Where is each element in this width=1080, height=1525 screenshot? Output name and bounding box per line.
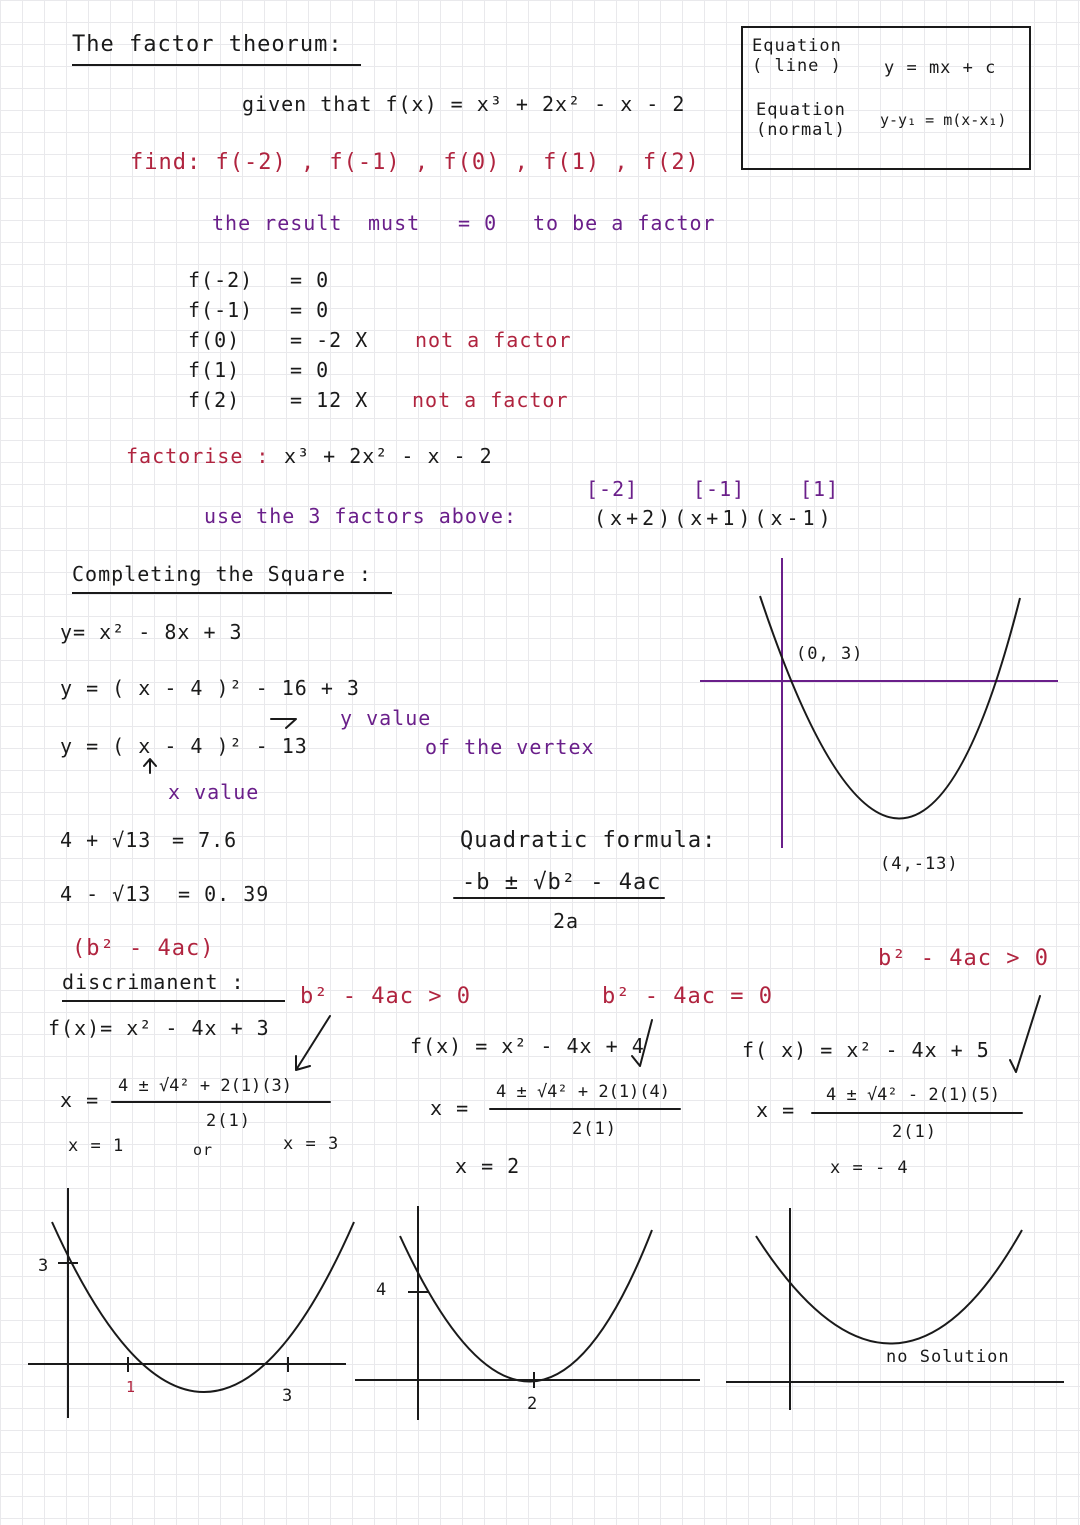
- factor-theorem-heading: The factor theorum:: [72, 34, 361, 66]
- case-1-solution-a: x = 1: [68, 1136, 125, 1156]
- result-value: = 0: [290, 268, 330, 292]
- root-2-expression: 4 - √13: [60, 882, 152, 906]
- factorise-expression: x³ + 2x² - x - 2: [284, 444, 493, 468]
- graph-two-roots: [28, 1188, 354, 1418]
- find-statement: find: f(-2) , f(-1) , f(0) , f(1) , f(2): [130, 150, 700, 175]
- result-value: = 12 X: [290, 388, 369, 412]
- case-1-or: or: [193, 1141, 214, 1159]
- result-value: = -2 X: [290, 328, 369, 352]
- case-1-numerator: 4 ± √4² + 2(1)(3): [118, 1076, 292, 1096]
- rule-part-3: = 0: [458, 211, 498, 235]
- result-value: = 0: [290, 298, 330, 322]
- square-line-2: y = ( x - 4 )² - 16 + 3: [60, 676, 360, 700]
- graph-1-y-intercept: 3: [38, 1256, 50, 1276]
- completing-square-heading: Completing the Square :: [72, 564, 392, 594]
- intercept-point-label: (0, 3): [796, 644, 864, 664]
- root-1-expression: 4 + √13: [60, 828, 152, 852]
- equation-normal-label: Equation (normal): [756, 100, 846, 141]
- result-label: f(0): [188, 328, 241, 352]
- vertex-note: of the vertex: [425, 735, 595, 759]
- case-2-denominator: 2(1): [572, 1119, 617, 1139]
- x-value-note: x value: [168, 780, 260, 804]
- case-2-condition: b² - 4ac = 0: [602, 984, 773, 1009]
- result-note: not a factor: [415, 328, 572, 352]
- case-3-condition: b² - 4ac > 0: [878, 946, 1049, 971]
- root-1-value: = 7.6: [172, 828, 238, 852]
- square-line-3: y = ( x - 4 )² - 13: [60, 734, 308, 758]
- equation-line-label: Equation ( line ): [752, 36, 842, 77]
- graph-no-solution: [726, 1208, 1064, 1410]
- result-value: = 0: [290, 358, 330, 382]
- vertex-parabola-graph: [700, 558, 1058, 848]
- no-solution-label: no Solution: [886, 1347, 1010, 1367]
- case-1-condition: b² - 4ac > 0: [300, 984, 471, 1009]
- y-value-note: y value: [340, 706, 432, 730]
- given-statement: given that f(x) = x³ + 2x² - x - 2: [242, 92, 686, 116]
- graph-2-y-intercept: 4: [376, 1280, 388, 1300]
- factored-form: (x+2)(x+1)(x-1): [594, 506, 835, 530]
- graph-1-root-label: 3: [282, 1386, 294, 1406]
- result-label: f(2): [188, 388, 241, 412]
- case-1-x-label: x =: [60, 1088, 100, 1112]
- result-label: f(1): [188, 358, 241, 382]
- square-line-1: y= x² - 8x + 3: [60, 620, 243, 644]
- arrow-icon: [296, 1016, 330, 1070]
- discriminant-paren: (b² - 4ac): [72, 936, 215, 961]
- root-tag: [-2]: [586, 477, 639, 501]
- graph-2-root-label: 2: [527, 1394, 539, 1414]
- root-2-value: = 0. 39: [178, 882, 270, 906]
- vertex-point-label: (4,-13): [880, 854, 959, 874]
- case-1-function: f(x)= x² - 4x + 3: [48, 1016, 270, 1040]
- check-icon: [1010, 996, 1040, 1072]
- result-note: not a factor: [412, 388, 569, 412]
- case-3-x-label: x =: [756, 1098, 796, 1122]
- case-1-denominator: 2(1): [206, 1111, 251, 1131]
- check-icon: [632, 1020, 652, 1066]
- root-tag: [1]: [800, 477, 840, 501]
- case-2-solution: x = 2: [455, 1154, 521, 1178]
- graph-one-root: [355, 1206, 700, 1420]
- use-factors-label: use the 3 factors above:: [204, 504, 517, 528]
- arrow-icon: [144, 759, 156, 773]
- case-2-x-label: x =: [430, 1096, 470, 1120]
- case-2-function: f(x) = x² - 4x + 4: [410, 1034, 645, 1058]
- quadratic-numerator: -b ± √b² - 4ac: [462, 870, 662, 895]
- result-label: f(-2): [188, 268, 254, 292]
- arrow-icon: [271, 719, 296, 728]
- quadratic-formula-heading: Quadratic formula:: [460, 828, 717, 853]
- quadratic-denominator: 2a: [553, 909, 580, 933]
- case-3-solution: x = - 4: [830, 1158, 909, 1178]
- rule-part-1: the result: [212, 211, 343, 235]
- case-3-denominator: 2(1): [892, 1122, 937, 1142]
- graph-1-root-label: 1: [126, 1378, 137, 1396]
- equation-normal-formula: y-y₁ = m(x-x₁): [880, 111, 1007, 129]
- rule-part-4: to be a factor: [533, 211, 716, 235]
- case-3-numerator: 4 ± √4² - 2(1)(5): [826, 1085, 1000, 1105]
- factorise-label: factorise :: [126, 444, 270, 468]
- equation-line-formula: y = mx + c: [884, 58, 997, 78]
- result-label: f(-1): [188, 298, 254, 322]
- case-1-solution-b: x = 3: [283, 1134, 340, 1154]
- case-3-function: f( x) = x² - 4x + 5: [742, 1038, 990, 1062]
- discriminant-heading: discrimanent :: [62, 972, 285, 1002]
- case-2-numerator: 4 ± √4² + 2(1)(4): [496, 1082, 670, 1102]
- rule-part-2: must: [368, 211, 421, 235]
- root-tag: [-1]: [693, 477, 746, 501]
